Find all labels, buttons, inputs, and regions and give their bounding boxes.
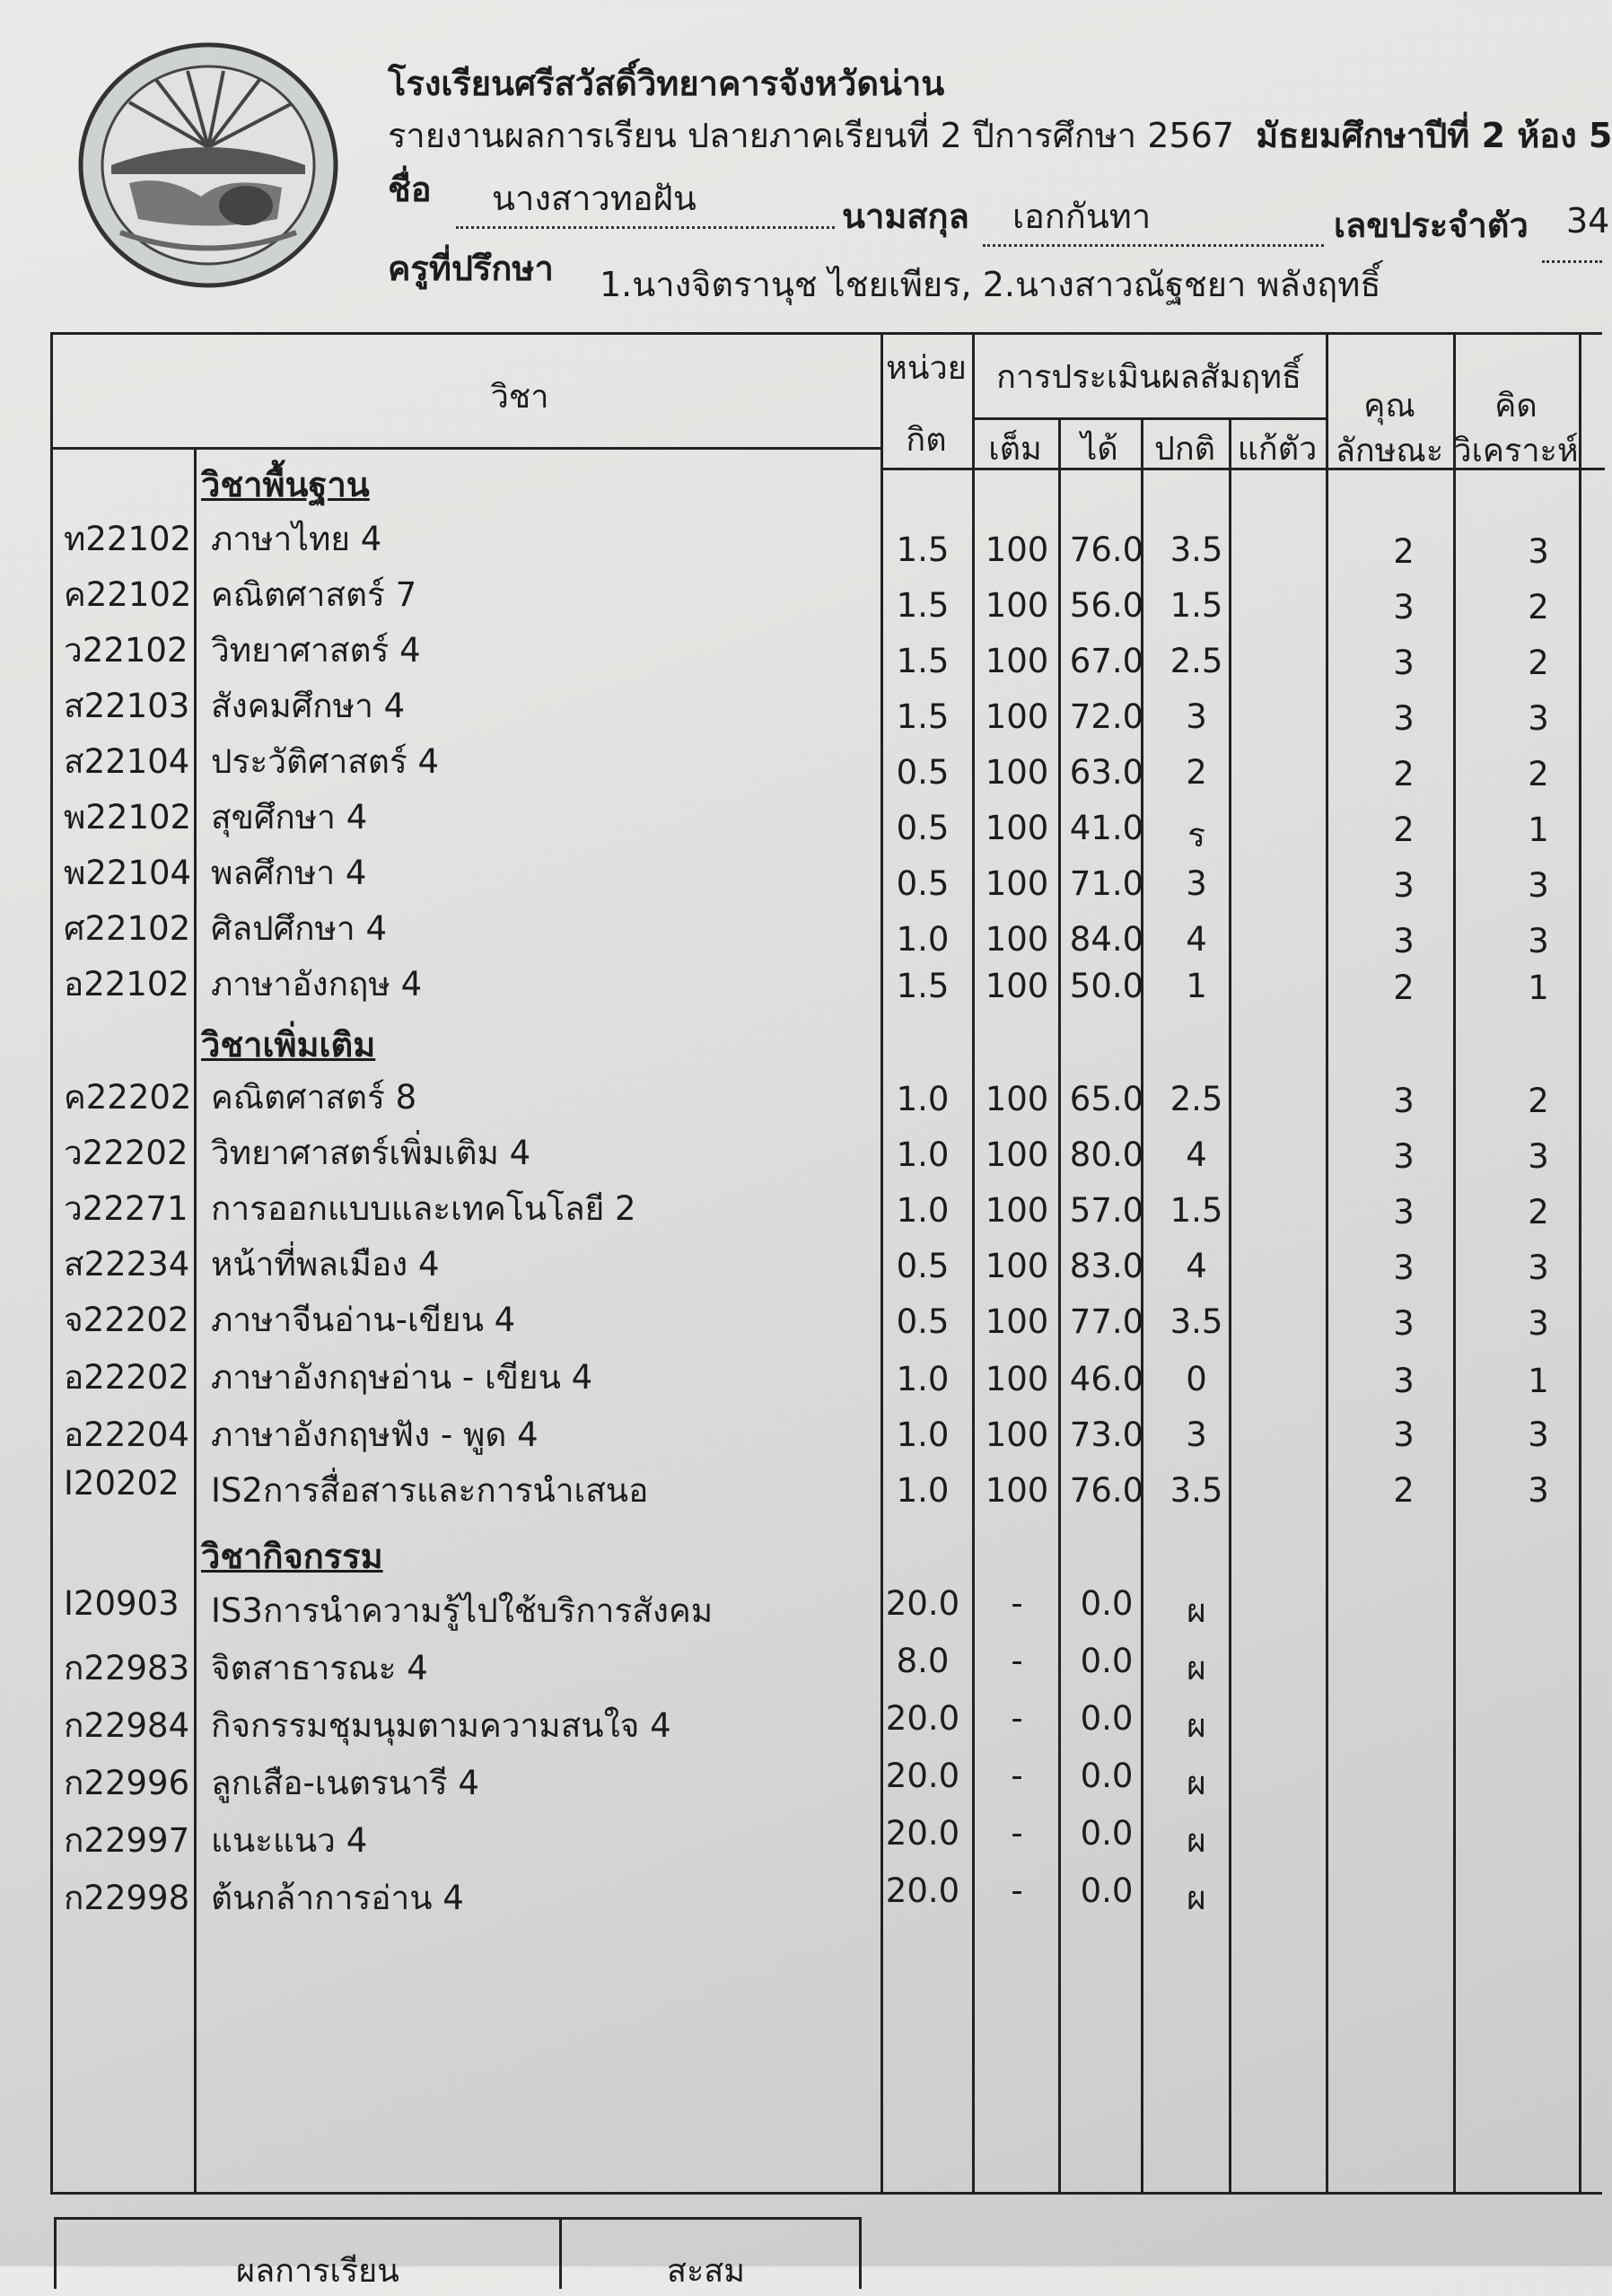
- full-score: -: [1011, 1642, 1023, 1680]
- analytic-score: 2: [1528, 755, 1549, 793]
- score-obtained: 0.0: [1080, 1814, 1134, 1853]
- score-obtained: 73.0: [1069, 1415, 1144, 1454]
- credit-value: 1.0: [896, 1360, 950, 1398]
- subject-name: ภาษาอังกฤษอ่าน - เขียน 4: [211, 1358, 593, 1397]
- score-obtained: 76.0: [1069, 1471, 1144, 1510]
- character-score: 3: [1393, 1082, 1415, 1120]
- subject-name: IS3การนำความรู้ไปใช้บริการสังคม: [211, 1591, 714, 1630]
- full-score: 100: [985, 1191, 1049, 1230]
- table-row: [53, 1293, 1605, 1347]
- score-obtained: 80.0: [1069, 1135, 1144, 1174]
- credit-value: 1.0: [896, 1415, 950, 1454]
- credit-value: 1.0: [896, 920, 950, 959]
- grade-value: ผ: [1187, 1821, 1206, 1860]
- credit-value: 1.0: [896, 1191, 950, 1230]
- subject-code: ว22202: [64, 1134, 188, 1172]
- header-full: เต็ม: [988, 431, 1042, 468]
- subject-code: ก22998: [64, 1879, 190, 1917]
- score-obtained: 0.0: [1080, 1584, 1134, 1623]
- subject-code: ก22997: [64, 1821, 190, 1860]
- table-row: [53, 1126, 1605, 1180]
- character-score: 3: [1393, 1362, 1415, 1400]
- subject-code: ศ22102: [64, 909, 191, 948]
- full-score: -: [1011, 1757, 1023, 1795]
- header-analytic-1: คิด: [1494, 388, 1538, 425]
- analytic-score: 1: [1528, 968, 1549, 1007]
- table-row: [53, 624, 1605, 682]
- subject-code: ค22202: [64, 1078, 192, 1117]
- credit-value: 1.0: [896, 1135, 950, 1174]
- grade-value: ผ: [1187, 1706, 1206, 1745]
- summary-result-label: ผลการเรียน: [236, 2253, 399, 2290]
- subject-name: วิทยาศาสตร์เพิ่มเติม 4: [211, 1134, 531, 1172]
- section-activity-heading: วิชากิจกรรม: [201, 1537, 383, 1576]
- summary-box: [54, 2217, 862, 2289]
- score-obtained: 41.0: [1069, 809, 1144, 847]
- credit-value: 8.0: [896, 1642, 950, 1680]
- subject-code: อ22102: [64, 965, 189, 1003]
- credit-value: 1.5: [896, 967, 950, 1005]
- grade-value: 2.5: [1170, 642, 1223, 680]
- section-basic-heading: วิชาพื้นฐาน: [201, 465, 370, 504]
- subject-code: อ22204: [64, 1415, 189, 1454]
- full-score: 100: [985, 864, 1049, 903]
- score-obtained: 83.0: [1069, 1247, 1144, 1285]
- score-obtained: 65.0: [1069, 1080, 1144, 1118]
- summary-divider: [559, 2220, 562, 2289]
- credit-value: 1.5: [896, 530, 950, 569]
- table-row: [53, 1699, 1605, 1753]
- score-obtained: 46.0: [1069, 1360, 1144, 1398]
- credit-value: 0.5: [896, 753, 950, 792]
- grade-value: 3: [1186, 864, 1207, 903]
- full-score: 100: [985, 642, 1049, 680]
- analytic-score: 2: [1528, 644, 1549, 682]
- full-score: 100: [985, 697, 1049, 736]
- subject-code: พ22102: [64, 798, 192, 837]
- name-dotted-line: [456, 226, 835, 229]
- subject-code: ว22102: [64, 631, 188, 670]
- score-obtained: 0.0: [1080, 1871, 1134, 1910]
- subject-name: IS2การสื่อสารและการนำเสนอ: [211, 1471, 649, 1510]
- grade-value: 1: [1186, 967, 1207, 1005]
- full-score: 100: [985, 809, 1049, 847]
- table-row: [53, 513, 1605, 571]
- grade-value: 1.5: [1170, 586, 1223, 625]
- analytic-score: 3: [1528, 922, 1549, 960]
- subject-name: คณิตศาสตร์ 7: [211, 575, 417, 614]
- header-fix: แก้ตัว: [1237, 431, 1318, 468]
- credit-value: 20.0: [885, 1757, 960, 1795]
- header-character-1: คุณ: [1363, 388, 1415, 425]
- subject-name: ต้นกล้าการอ่าน 4: [211, 1879, 464, 1917]
- subject-name: ภาษาอังกฤษฟัง - พูด 4: [211, 1415, 539, 1454]
- grade-value: 4: [1186, 1247, 1207, 1285]
- full-score: 100: [985, 1080, 1049, 1118]
- subject-name: จิตสาธารณะ 4: [211, 1649, 428, 1687]
- table-row: [53, 1464, 1605, 1518]
- analytic-score: 2: [1528, 1193, 1549, 1231]
- grade-value: 2.5: [1170, 1080, 1223, 1118]
- subject-name: สุขศึกษา 4: [211, 798, 368, 837]
- full-score: 100: [985, 1360, 1049, 1398]
- analytic-score: 3: [1528, 699, 1549, 738]
- subject-name: ภาษาอังกฤษ 4: [211, 965, 423, 1003]
- school-name: โรงเรียนศรีสวัสดิ์วิทยาคารจังหวัดน่าน: [388, 64, 945, 103]
- character-score: 2: [1393, 811, 1415, 849]
- grade-value: 0: [1186, 1360, 1207, 1398]
- score-obtained: 56.0: [1069, 586, 1144, 625]
- grade-value: ร: [1187, 816, 1205, 854]
- character-score: 2: [1393, 968, 1415, 1007]
- score-obtained: 0.0: [1080, 1757, 1134, 1795]
- subject-name: ภาษาไทย 4: [211, 520, 382, 558]
- character-score: 3: [1393, 1249, 1415, 1287]
- character-score: 3: [1393, 1193, 1415, 1231]
- full-score: -: [1011, 1699, 1023, 1738]
- analytic-score: 3: [1528, 1249, 1549, 1287]
- name-label: ชื่อ: [388, 170, 432, 209]
- subject-code: I20903: [64, 1584, 180, 1623]
- analytic-score: 3: [1528, 1471, 1549, 1510]
- subject-name: กิจกรรมชุมนุมตามความสนใจ 4: [211, 1706, 671, 1745]
- surname-label: นามสกุล: [842, 197, 969, 236]
- grade-value: ผ: [1187, 1879, 1206, 1917]
- score-obtained: 67.0: [1069, 642, 1144, 680]
- credit-value: 0.5: [896, 864, 950, 903]
- full-score: 100: [985, 1415, 1049, 1454]
- subject-code: ว22271: [64, 1189, 188, 1228]
- character-score: 3: [1393, 1304, 1415, 1343]
- subject-name: การออกแบบและเทคโนโลยี 2: [211, 1189, 636, 1228]
- header-assessment: การประเมินผลสัมฤทธิ์: [996, 359, 1301, 396]
- subject-code: ก22996: [64, 1764, 190, 1802]
- header-got: ได้: [1081, 431, 1118, 468]
- table-row: [53, 1871, 1605, 1925]
- table-row: [53, 1182, 1605, 1236]
- grade-value: 4: [1186, 1135, 1207, 1174]
- table-row: [53, 1351, 1605, 1405]
- header-normal: ปกติ: [1153, 431, 1216, 468]
- character-score: 2: [1393, 1471, 1415, 1510]
- credit-value: 20.0: [885, 1584, 960, 1623]
- character-score: 3: [1393, 922, 1415, 960]
- table-row: [53, 735, 1605, 793]
- class-label: มัธยมศึกษาปีที่ 2 ห้อง 5: [1256, 116, 1612, 155]
- table-row: [53, 902, 1605, 960]
- analytic-score: 2: [1528, 588, 1549, 627]
- subject-code: อ22202: [64, 1358, 189, 1397]
- analytic-score: 3: [1528, 1137, 1549, 1176]
- score-obtained: 0.0: [1080, 1699, 1134, 1738]
- full-score: 100: [985, 1135, 1049, 1174]
- subject-code: ส22103: [64, 687, 190, 725]
- score-obtained: 57.0: [1069, 1191, 1144, 1230]
- character-score: 2: [1393, 532, 1415, 571]
- credit-value: 0.5: [896, 1247, 950, 1285]
- subject-name: พลศึกษา 4: [211, 854, 367, 892]
- credit-value: 1.5: [896, 586, 950, 625]
- character-score: 3: [1393, 866, 1415, 905]
- full-score: -: [1011, 1871, 1023, 1910]
- analytic-score: 1: [1528, 1362, 1549, 1400]
- grade-value: 3.5: [1170, 1471, 1223, 1510]
- subject-name: ลูกเสือ-เนตรนารี 4: [211, 1764, 479, 1802]
- report-title: [388, 108, 1612, 162]
- header-rule-assessment: [972, 417, 1326, 420]
- analytic-score: 1: [1528, 811, 1549, 849]
- analytic-score: 3: [1528, 1304, 1549, 1343]
- header-credit-1: หน่วย: [886, 350, 967, 387]
- character-score: 3: [1393, 1137, 1415, 1176]
- section-extra-heading: วิชาเพิ่มเติม: [201, 1025, 376, 1065]
- surname-dotted-line: [983, 244, 1324, 247]
- analytic-score: 2: [1528, 1082, 1549, 1120]
- student-id: 34: [1566, 201, 1610, 241]
- score-obtained: 63.0: [1069, 753, 1144, 792]
- id-dotted-line: [1542, 260, 1602, 263]
- report-period: รายงานผลการเรียน ปลายภาคเรียนที่ 2 ปีการศึกษา 2567: [388, 116, 1234, 155]
- score-obtained: 84.0: [1069, 920, 1144, 959]
- subject-code: ก22983: [64, 1649, 190, 1687]
- full-score: -: [1011, 1814, 1023, 1853]
- credit-value: 1.5: [896, 697, 950, 736]
- subject-name: แนะแนว 4: [211, 1821, 368, 1860]
- grade-value: 1.5: [1170, 1191, 1223, 1230]
- header-subject: วิชา: [490, 379, 549, 416]
- student-surname: เอกกันทา: [1012, 197, 1152, 236]
- full-score: 100: [985, 920, 1049, 959]
- grade-value: ผ: [1187, 1591, 1206, 1630]
- score-obtained: 0.0: [1080, 1642, 1134, 1680]
- school-seal-logo: [75, 39, 341, 291]
- analytic-score: 3: [1528, 1415, 1549, 1454]
- subject-name: วิทยาศาสตร์ 4: [211, 631, 421, 670]
- full-score: 100: [985, 586, 1049, 625]
- table-row: [53, 568, 1605, 627]
- table-row: [53, 1408, 1605, 1462]
- score-obtained: 77.0: [1069, 1302, 1144, 1341]
- grade-value: ผ: [1187, 1764, 1206, 1802]
- subject-code: พ22104: [64, 854, 192, 892]
- header-credit-2: กิต: [906, 422, 947, 459]
- full-score: 100: [985, 1247, 1049, 1285]
- score-obtained: 72.0: [1069, 697, 1144, 736]
- full-score: 100: [985, 530, 1049, 569]
- table-row: [53, 1071, 1605, 1125]
- subject-code: I20202: [64, 1464, 180, 1503]
- grade-value: ผ: [1187, 1649, 1206, 1687]
- analytic-score: 3: [1528, 866, 1549, 905]
- table-row: [53, 679, 1605, 738]
- table-row: [53, 791, 1605, 854]
- character-score: 3: [1393, 588, 1415, 627]
- table-row: [53, 1642, 1605, 1696]
- table-row: [53, 1584, 1605, 1638]
- table-row: [53, 846, 1605, 905]
- credit-value: 1.0: [896, 1080, 950, 1118]
- grade-value: 3: [1186, 1415, 1207, 1454]
- score-obtained: 71.0: [1069, 864, 1144, 903]
- student-id-label: เลขประจำตัว: [1334, 206, 1529, 245]
- subject-code: จ22202: [64, 1301, 189, 1339]
- grade-value: 3.5: [1170, 1302, 1223, 1341]
- credit-value: 20.0: [885, 1871, 960, 1910]
- character-score: 3: [1393, 1415, 1415, 1454]
- table-row: [53, 1814, 1605, 1868]
- full-score: -: [1011, 1584, 1023, 1623]
- advisor-label: ครูที่ปรึกษา: [388, 249, 554, 288]
- character-score: 2: [1393, 755, 1415, 793]
- grade-table: [50, 332, 1602, 2195]
- score-obtained: 76.0: [1069, 530, 1144, 569]
- subject-code: ก22984: [64, 1706, 190, 1745]
- analytic-score: 3: [1528, 532, 1549, 571]
- subject-name: สังคมศึกษา 4: [211, 687, 406, 725]
- credit-value: 1.0: [896, 1471, 950, 1510]
- full-score: 100: [985, 967, 1049, 1005]
- subject-code: ส22104: [64, 742, 190, 781]
- subject-name: ประวัติศาสตร์ 4: [211, 742, 440, 781]
- subject-code: ท22102: [64, 520, 192, 558]
- full-score: 100: [985, 1471, 1049, 1510]
- header-character-2: ลักษณะ: [1335, 433, 1444, 469]
- subject-code: ค22102: [64, 575, 192, 614]
- grade-value: 2: [1186, 753, 1207, 792]
- character-score: 3: [1393, 699, 1415, 738]
- full-score: 100: [985, 753, 1049, 792]
- header-rule-left: [53, 447, 880, 450]
- grade-value: 3: [1186, 697, 1207, 736]
- subject-name: หน้าที่พลเมือง 4: [211, 1245, 440, 1284]
- score-obtained: 50.0: [1069, 967, 1144, 1005]
- table-row: [53, 1757, 1605, 1810]
- credit-value: 1.5: [896, 642, 950, 680]
- credit-value: 0.5: [896, 809, 950, 847]
- subject-name: ภาษาจีนอ่าน-เขียน 4: [211, 1301, 516, 1339]
- credit-value: 20.0: [885, 1814, 960, 1853]
- header-analytic-2: วิเคราะห์: [1453, 433, 1579, 469]
- grade-value: 4: [1186, 920, 1207, 959]
- summary-total-label: สะสม: [667, 2253, 746, 2290]
- character-score: 3: [1393, 644, 1415, 682]
- subject-code: ส22234: [64, 1245, 190, 1284]
- subject-name: ศิลปศึกษา 4: [211, 909, 388, 948]
- full-score: 100: [985, 1302, 1049, 1341]
- credit-value: 0.5: [896, 1302, 950, 1341]
- credit-value: 20.0: [885, 1699, 960, 1738]
- subject-name: คณิตศาสตร์ 8: [211, 1078, 417, 1117]
- advisor-names: 1.นางจิตรานุช ไชยเพียร, 2.นางสาวณัฐชยา พลังฤทธิ์: [600, 265, 1381, 304]
- grade-value: 3.5: [1170, 530, 1223, 569]
- table-row: [53, 1238, 1605, 1292]
- table-row: [53, 958, 1605, 1012]
- student-name: นางสาวทอฝัน: [492, 179, 696, 218]
